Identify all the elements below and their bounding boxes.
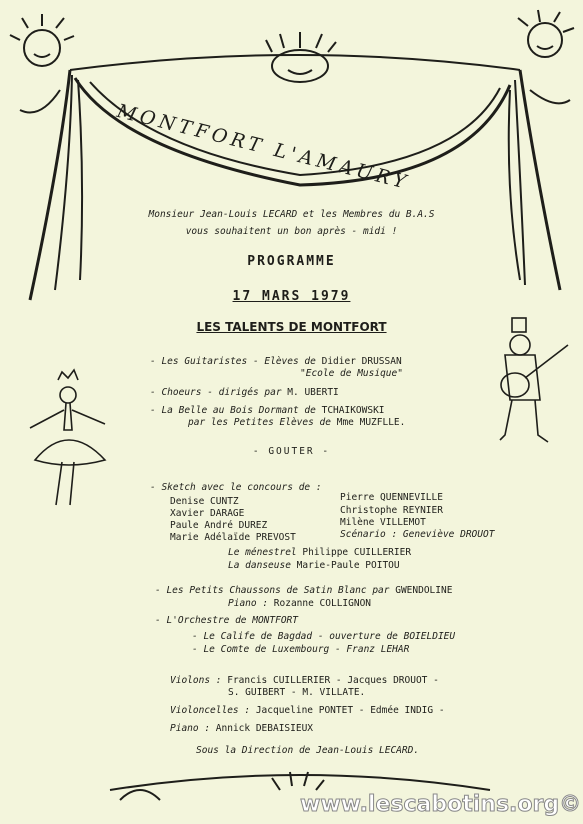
item-petites-eleves: par les Petites Elèves de Mme MUZFLLE. — [188, 417, 406, 428]
item-ecole-musique: "Ecole de Musique" — [300, 368, 403, 379]
event-title: LES TALENTS DE MONTFORT — [196, 320, 387, 334]
violons-line-2: S. GUIBERT - M. VILLATE. — [228, 687, 366, 698]
intro-line-2: vous souhaitent un bon après - midi ! — [185, 226, 398, 237]
piece-calife: - Le Calife de Bagdad - ouverture de BOIELDIEU — [192, 631, 456, 642]
event-date: 17 MARS 1979 — [232, 289, 351, 304]
gouter-heading: - GOUTER - — [252, 446, 331, 457]
cast-right-4: Scénario : Geneviève DROUOT — [340, 529, 495, 540]
site-watermark: www.lescabotins.org© — [300, 792, 582, 817]
item-guitaristes: - Les Guitaristes - Elèves de Didier DRUSSAN — [150, 356, 402, 367]
cast-left-2: Xavier DARAGE — [170, 508, 245, 519]
piece-comte: - Le Comte de Luxembourg - Franz LEHAR — [192, 644, 410, 655]
banner-title: MONTFORT L'AMAURY — [114, 100, 412, 195]
ballerina-drawing — [30, 370, 105, 505]
cast-right-3: Milène VILLEMOT — [340, 517, 426, 528]
garland-swag — [75, 78, 510, 185]
violoncelles-line: Violoncelles : Jacqueline PONTET - Edmée INDIG - — [170, 705, 445, 716]
sketch-intro: - Sketch avec le concours de : — [150, 482, 322, 493]
danseuse-line: La danseuse Marie-Paule POITOU — [228, 560, 400, 571]
item-belle-au-bois: - La Belle au Bois Dormant de TCHAIKOWSKI — [150, 405, 385, 416]
piano-collignon: Piano : Rozanne COLLIGNON — [228, 598, 372, 609]
cast-right-2: Christophe REYNIER — [340, 505, 443, 516]
cast-left-3: Paule André DUREZ — [170, 520, 268, 531]
piano-debaisieux: Piano : Annick DEBAISIEUX — [170, 723, 314, 734]
orchestre-heading: - L'Orchestre de MONTFORT — [155, 615, 298, 626]
item-choeurs: - Choeurs - dirigés par M. UBERTI — [150, 387, 339, 398]
menestrel-line: Le ménestrel Philippe CUILLERIER — [228, 547, 412, 558]
programme-heading: PROGRAMME — [247, 254, 336, 269]
cast-left-4: Marie Adélaïde PREVOST — [170, 532, 296, 543]
garland-top — [70, 55, 520, 70]
chaussons-line: - Les Petits Chaussons de Satin Blanc par GWENDOLINE — [155, 585, 453, 596]
sun-faces — [10, 10, 574, 82]
intro-line-1: Monsieur Jean-Louis LECARD et les Membres du B.A.S — [148, 209, 435, 220]
cast-right-1: Pierre QUENNEVILLE — [340, 492, 443, 503]
violons-line: Violons : Francis CUILLERIER - Jacques DROUOT - — [170, 675, 439, 686]
cast-left-1: Denise CUNTZ — [170, 496, 239, 507]
clown-guitarist-drawing — [500, 318, 568, 442]
direction-line: Sous la Direction de Jean-Louis LECARD. — [196, 745, 420, 756]
